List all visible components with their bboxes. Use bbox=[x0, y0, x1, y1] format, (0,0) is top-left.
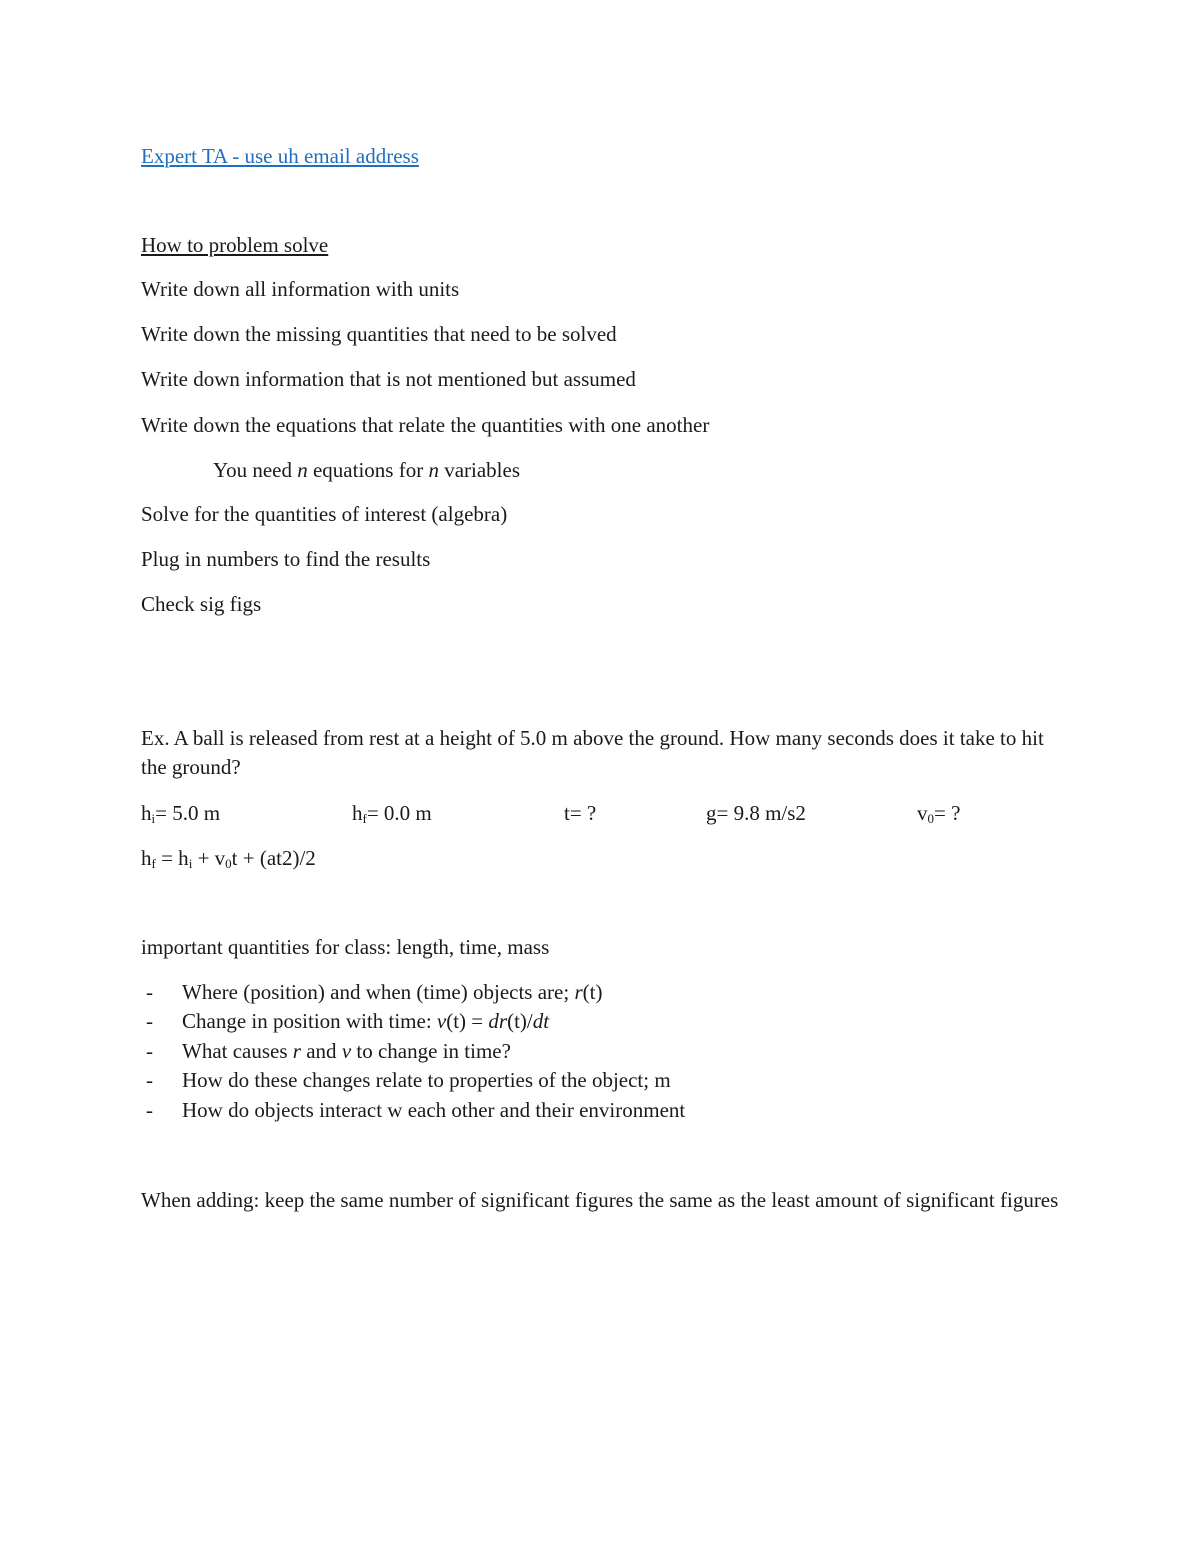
item-var: v bbox=[436, 1009, 447, 1034]
note-part3: variables bbox=[438, 458, 520, 482]
item-text: How do these changes relate to properties of the object; m bbox=[182, 1068, 671, 1093]
list-item bbox=[141, 1066, 685, 1095]
bullet-dash: - bbox=[146, 980, 153, 1004]
given-t-value: = ? bbox=[569, 801, 597, 825]
indented-note bbox=[213, 456, 520, 484]
note-part1: You need bbox=[213, 458, 298, 482]
given-hi-value: = 5.0 m bbox=[155, 801, 221, 825]
eq-d: t + (at2)/2 bbox=[231, 846, 316, 870]
eq-a: h bbox=[141, 846, 152, 870]
given-g bbox=[706, 799, 806, 827]
kinematics-equation bbox=[141, 844, 316, 872]
given-v0-base: v bbox=[917, 801, 928, 825]
item-text: (t) bbox=[582, 980, 603, 1004]
eq-b-sub: i bbox=[188, 856, 193, 871]
list-item bbox=[141, 1096, 685, 1125]
closing-note: When adding: keep the same number of significant figures the same as the least amount of significant figures bbox=[141, 1188, 1059, 1212]
step-1: Write down all information with units bbox=[141, 277, 460, 301]
step-3: Write down information that is not mentioned but assumed bbox=[141, 367, 636, 391]
note-part2: equations for bbox=[307, 458, 429, 482]
given-t bbox=[564, 799, 596, 827]
step-2: Write down the missing quantities that need to be solved bbox=[141, 322, 617, 346]
given-g-value: = 9.8 m/s2 bbox=[716, 801, 806, 825]
expert-ta-link[interactable]: Expert TA - use uh email address bbox=[141, 144, 419, 168]
item-text: What causes bbox=[182, 1038, 293, 1063]
item-var: dt bbox=[532, 1009, 550, 1034]
item-var: v bbox=[341, 1038, 352, 1063]
item-text: (t)/ bbox=[507, 1009, 533, 1034]
section-title: How to problem solve bbox=[141, 233, 329, 257]
list-item bbox=[141, 1007, 685, 1036]
given-hi-sub: i bbox=[151, 811, 156, 826]
item-var: r bbox=[574, 980, 583, 1004]
eq-c-sub: 0 bbox=[225, 856, 232, 871]
given-hf-base: h bbox=[352, 801, 363, 825]
step-5: Solve for the quantities of interest (algebra) bbox=[141, 502, 508, 526]
given-v0-value: = ? bbox=[934, 801, 961, 825]
given-hi-base: h bbox=[141, 801, 152, 825]
list-item bbox=[141, 978, 685, 1007]
list-item bbox=[141, 1037, 685, 1066]
given-t-base: t bbox=[564, 801, 570, 825]
given-v0-sub: 0 bbox=[927, 811, 934, 826]
eq-c: + v bbox=[192, 846, 226, 870]
item-text: How do objects interact w each other and their environment bbox=[182, 1097, 686, 1122]
step-6: Plug in numbers to find the results bbox=[141, 547, 431, 571]
bullet-dash: - bbox=[146, 1038, 153, 1063]
note-var2: n bbox=[428, 458, 439, 482]
item-var: r bbox=[292, 1038, 301, 1063]
bullet-dash: - bbox=[146, 1068, 153, 1093]
step-4: Write down the equations that relate the quantities with one another bbox=[141, 413, 710, 437]
bullet-dash: - bbox=[146, 1097, 153, 1122]
given-hf-value: = 0.0 m bbox=[366, 801, 432, 825]
eq-b: = h bbox=[155, 846, 189, 870]
item-text: and bbox=[300, 1038, 342, 1063]
note-var1: n bbox=[297, 458, 308, 482]
given-g-base: g bbox=[706, 801, 717, 825]
quantities-list bbox=[141, 978, 685, 1125]
given-hf bbox=[352, 799, 432, 827]
item-var: dr bbox=[488, 1009, 508, 1034]
item-text: Change in position with time: bbox=[182, 1009, 437, 1034]
item-text: to change in time? bbox=[351, 1038, 511, 1063]
given-v0 bbox=[917, 799, 960, 827]
example-problem: Ex. A ball is released from rest at a height of 5.0 m above the ground. How many seconds does it take to hit the ground? bbox=[141, 726, 1044, 779]
quantities-intro: important quantities for class: length, time, mass bbox=[141, 935, 550, 959]
given-hi bbox=[141, 799, 220, 827]
item-text: (t) = bbox=[446, 1009, 489, 1034]
eq-a-sub: f bbox=[151, 856, 156, 871]
bullet-dash: - bbox=[146, 1009, 153, 1034]
step-7: Check sig figs bbox=[141, 592, 262, 616]
given-hf-sub: f bbox=[362, 811, 367, 826]
item-text: Where (position) and when (time) objects are; bbox=[182, 980, 575, 1004]
